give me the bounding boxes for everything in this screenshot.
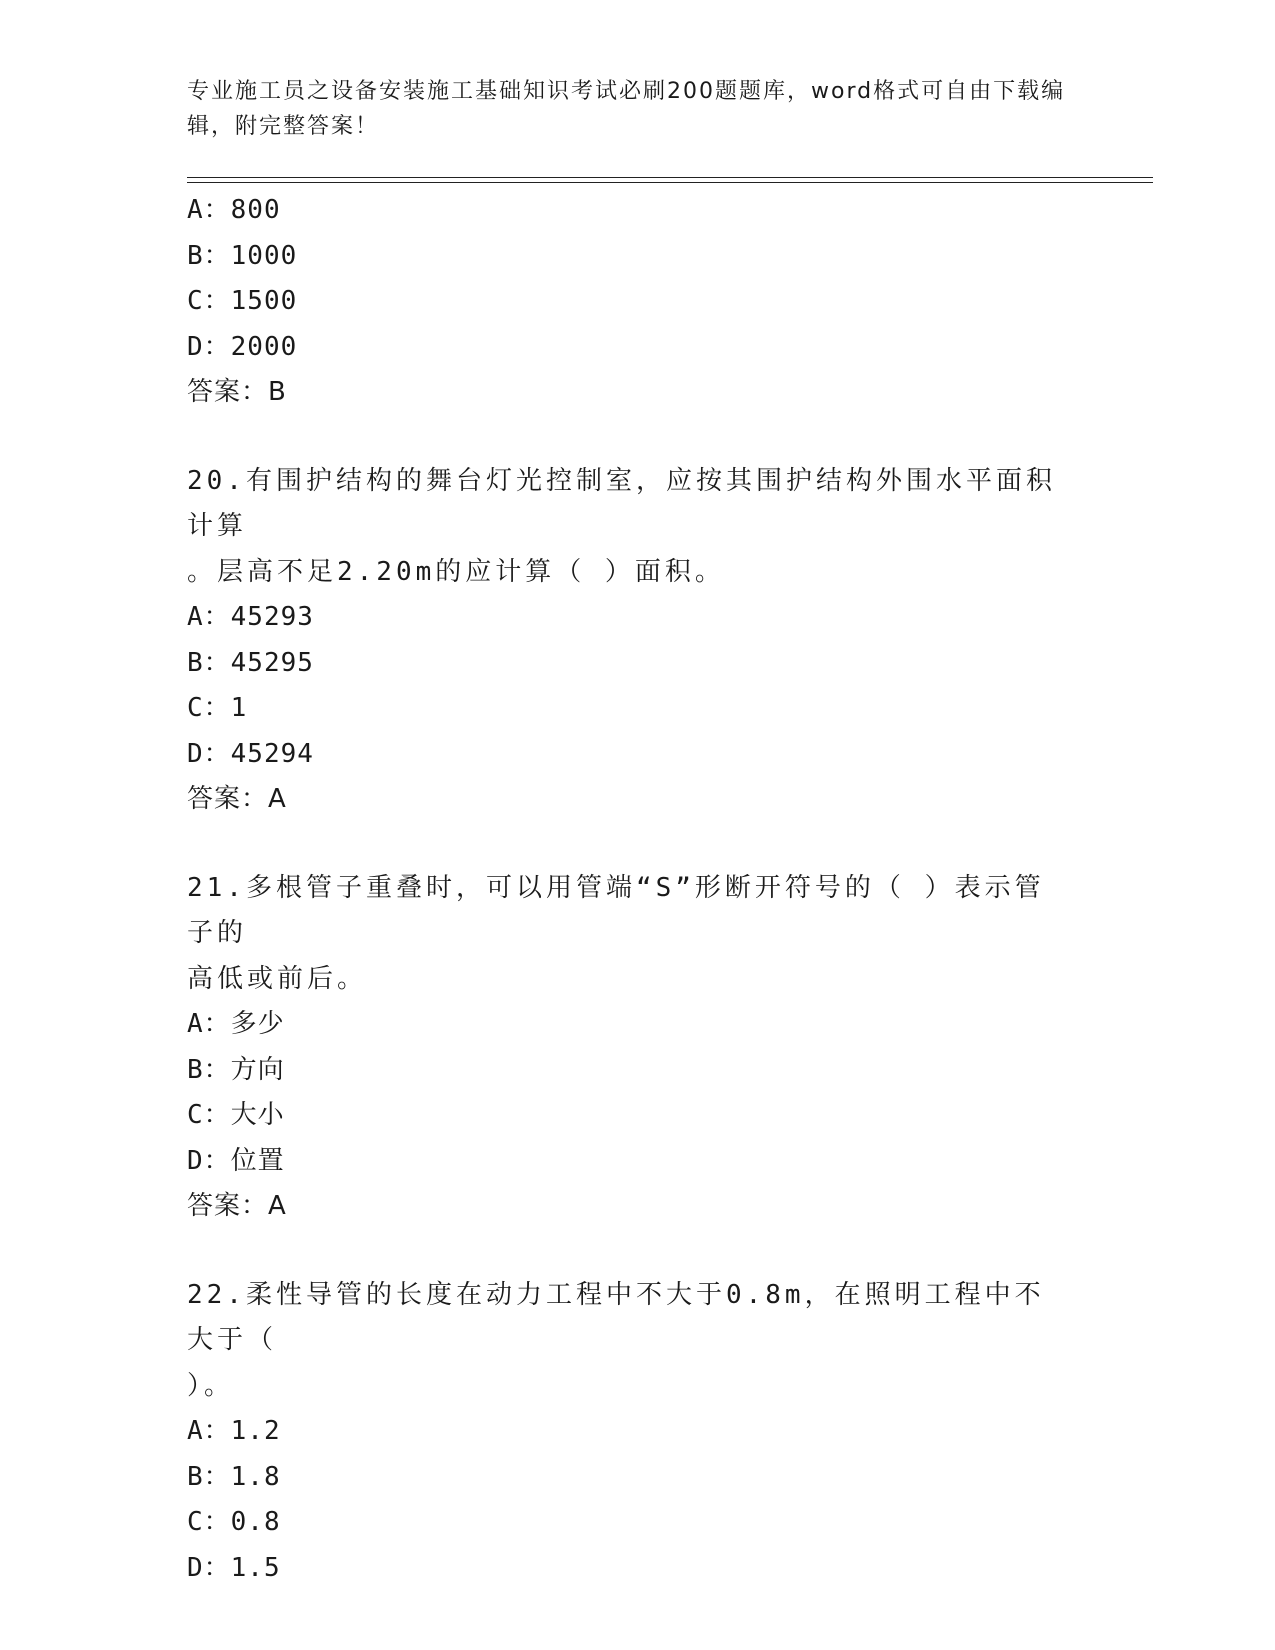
option-b: B：1.8 xyxy=(187,1461,281,1492)
question-text-line-1: 22.柔性导管的长度在动力工程中不大于0.8m，在照明工程中不大于（ xyxy=(187,1279,1045,1355)
spacer xyxy=(187,823,1087,866)
option-c: C：大小 xyxy=(187,1100,285,1130)
option-b: B：1000 xyxy=(187,240,298,271)
question-text-line-1: 21.多根管子重叠时，可以用管端“S”形断开符号的（ ）表示管子的 xyxy=(187,872,1045,948)
header-title: 专业施工员之设备安装施工基础知识考试必刷200题题库，word格式可自由下载编辑，附完整答案！ xyxy=(187,79,1066,139)
spacer xyxy=(187,416,1087,459)
option-a: A：1.2 xyxy=(187,1416,281,1446)
header-divider-bottom xyxy=(187,182,1153,183)
answer: 答案：B xyxy=(187,377,287,407)
question-text-line-1: 20.有围护结构的舞台灯光控制室，应按其围护结构外围水平面积计算 xyxy=(187,465,1056,541)
document-header xyxy=(187,74,1067,144)
option-d: D：45294 xyxy=(187,738,314,769)
option-b: B：45295 xyxy=(187,647,314,678)
option-c: C：1 xyxy=(187,693,248,723)
answer: 答案：A xyxy=(187,784,287,814)
question-19 xyxy=(187,188,1087,416)
option-a: A：多少 xyxy=(187,1009,285,1039)
question-20 xyxy=(187,459,1087,823)
option-b: B：方向 xyxy=(187,1054,285,1085)
option-d: D：2000 xyxy=(187,331,298,362)
question-text-line-2: 高低或前后。 xyxy=(187,963,368,994)
option-d: D：1.5 xyxy=(187,1552,281,1583)
option-c: C：0.8 xyxy=(187,1507,281,1537)
question-text-line-2: 。层高不足2.20m的应计算（ ）面积。 xyxy=(187,556,725,587)
question-22 xyxy=(187,1273,1087,1592)
header-divider-top xyxy=(187,177,1153,178)
spacer xyxy=(187,1230,1087,1273)
option-c: C：1500 xyxy=(187,286,298,316)
question-21 xyxy=(187,866,1087,1230)
option-d: D：位置 xyxy=(187,1145,285,1176)
option-a: A：45293 xyxy=(187,602,314,632)
question-text-line-2: ）。 xyxy=(187,1370,235,1401)
option-a: A：800 xyxy=(187,195,281,225)
question-list xyxy=(187,188,1087,1591)
answer: 答案：A xyxy=(187,1191,287,1221)
